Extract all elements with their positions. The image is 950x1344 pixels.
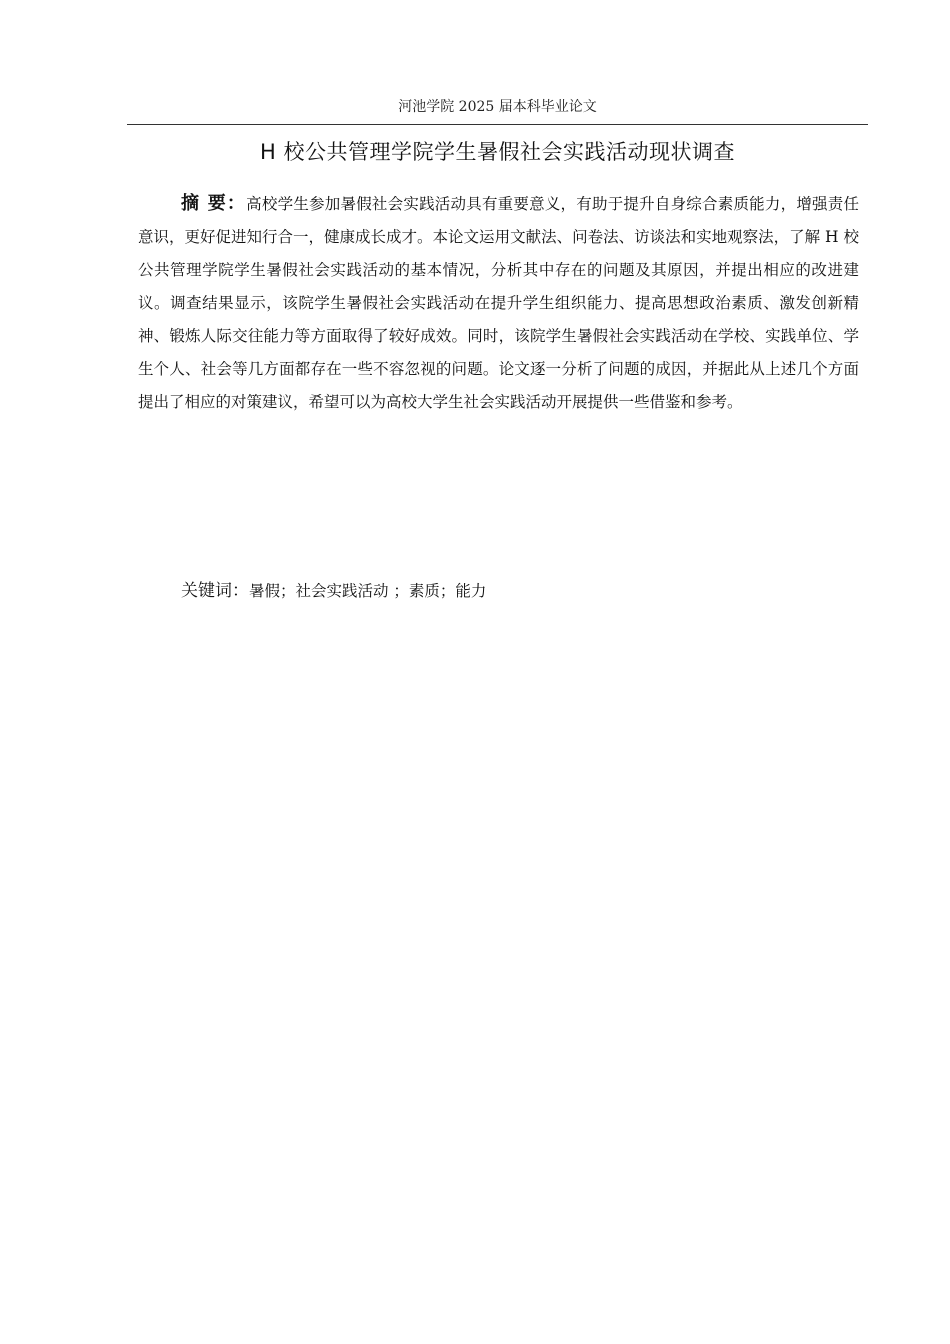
running-header: 河池学院 2025 届本科毕业论文: [398, 99, 597, 115]
keywords-line: [181, 575, 859, 608]
abstract-paragraph: [138, 187, 859, 419]
header-divider: [127, 124, 868, 125]
paper-title: H 校公共管理学院学生暑假社会实践活动现状调查: [260, 140, 735, 164]
keywords-text: 暑假；社会实践活动 ；素质；能力: [249, 582, 487, 600]
keywords-label: 关键词：: [181, 581, 249, 601]
abstract-label: 摘 要：: [181, 193, 247, 214]
abstract-text: 高校学生参加暑假社会实践活动具有重要意义，有助于提升自身综合素质能力，增强责任意识，更好促进知行合一，健康成长成才。本论文运用文献法、问卷法、访谈法和实地观察法，了解 H 校公共管理学院学生暑假社会实践活动的基本情况，分析其中存在的问题及其原因，并提出相应的改进建议。调查结果显示，该院学生暑假社会实践活动在提升学生组织能力、提高思想政治素质、激发创新精神、锻炼人际交往能力等方面取得了较好成效。同时，该院学生暑假社会实践活动在学校、实践单位、学生个人、社会等几方面都存在一些不容忽视的问题。论文逐一分析了问题的成因，并据此从上述几个方面提出了相应的对策建议，希望可以为高校大学生社会实践活动开展提供一些借鉴和参考。: [138, 195, 859, 411]
